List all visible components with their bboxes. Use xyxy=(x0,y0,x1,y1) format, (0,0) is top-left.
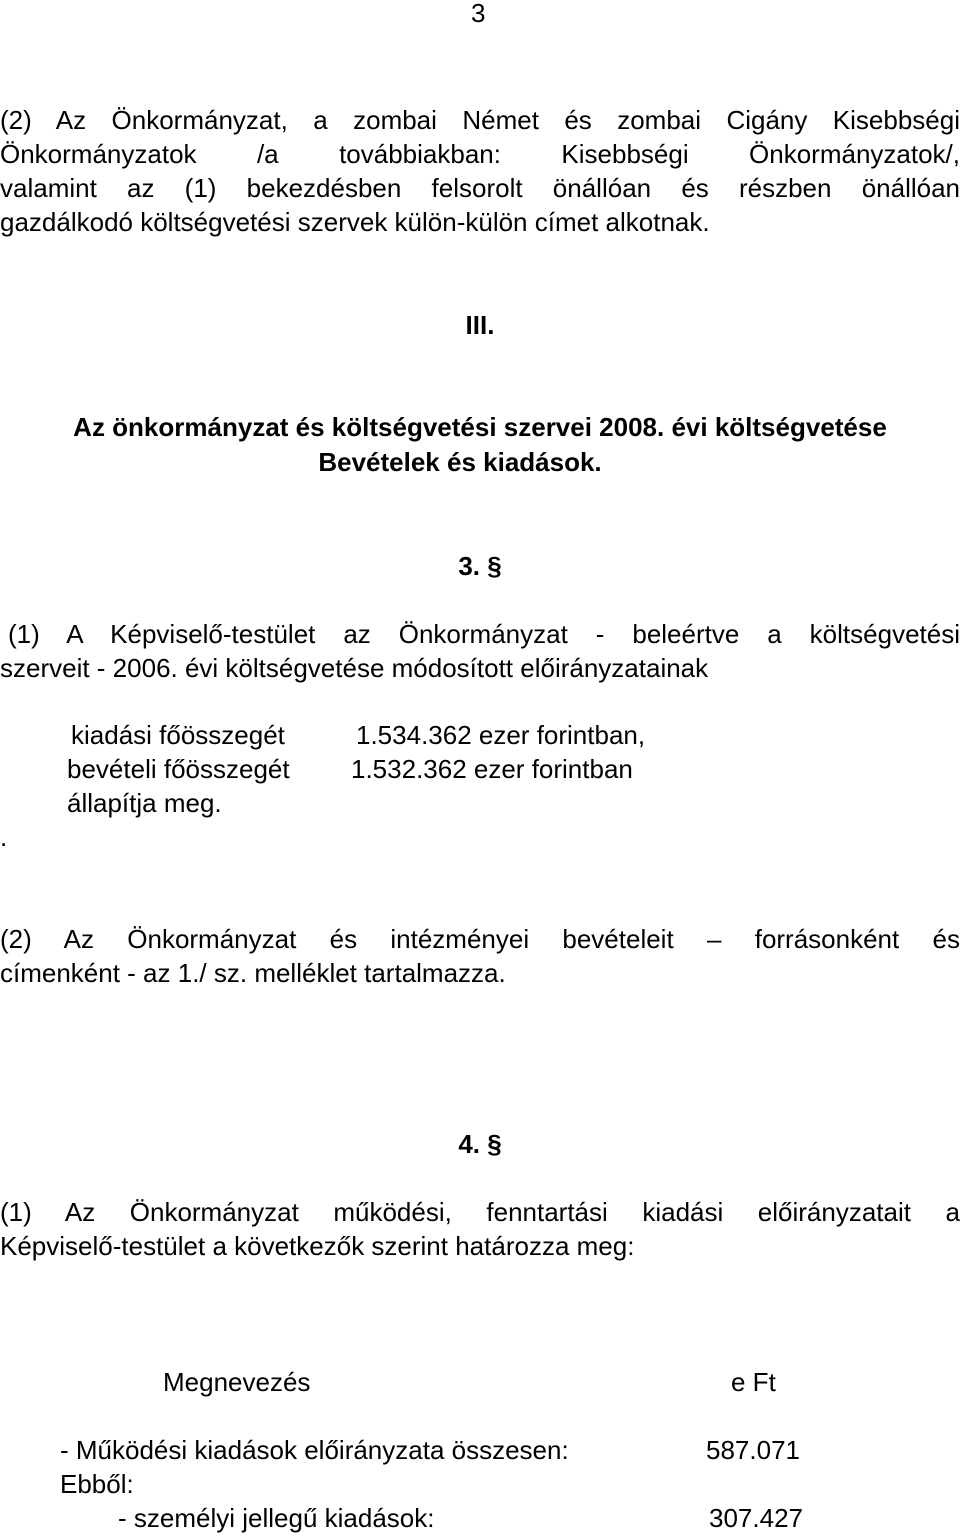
paragraph-line: (2) Az Önkormányzat és intézményei bevételeit – forrásonként és xyxy=(0,924,960,954)
section-heading: 4. § xyxy=(458,1129,502,1159)
chapter-subtitle: Bevételek és kiadások. xyxy=(318,447,602,477)
chapter-numeral: III. xyxy=(465,310,495,340)
paragraph-line: (1) A Képviselő-testület az Önkormányzat - beleértve a költségvetési xyxy=(8,619,960,649)
chapter-title: Az önkormányzat és költségvetési szervei 2008. évi költségvetése xyxy=(73,412,887,442)
item-value: 1.532.362 ezer forintban xyxy=(351,754,633,784)
paragraph-line: (1) Az Önkormányzat működési, fenntartási kiadási előirányzatait a xyxy=(0,1197,960,1227)
closing-text: állapítja meg. xyxy=(67,788,222,818)
paragraph-line: valamint az (1) bekezdésben felsorolt önállóan és részben önállóan xyxy=(0,173,960,203)
section-heading: 3. § xyxy=(458,551,502,581)
page-number: 3 xyxy=(471,0,486,28)
paragraph-line: Képviselő-testület a következők szerint határozza meg: xyxy=(0,1231,635,1261)
stray-dot: . xyxy=(0,822,8,852)
table-row-value: 307.427 xyxy=(709,1503,803,1533)
table-row-label: - Működési kiadások előirányzata összesen: xyxy=(60,1435,569,1465)
paragraph-line: Önkormányzatok /a továbbiakban: Kisebbségi Önkormányzatok/, xyxy=(0,139,960,169)
paragraph-line: (2) Az Önkormányzat, a zombai Német és zombai Cigány Kisebbségi xyxy=(0,105,960,135)
table-row-label: - személyi jellegű kiadások: xyxy=(118,1503,435,1533)
item-label: kiadási főösszegét xyxy=(71,720,285,750)
table-row-value: 587.071 xyxy=(706,1435,800,1465)
paragraph-line: gazdálkodó költségvetési szervek külön-külön címet alkotnak. xyxy=(0,207,710,237)
table-row-label: Ebből: xyxy=(60,1469,134,1499)
column-header-name: Megnevezés xyxy=(163,1367,311,1397)
column-header-value: e Ft xyxy=(731,1367,776,1397)
item-value: 1.534.362 ezer forintban, xyxy=(356,720,646,750)
paragraph-line: szerveit - 2006. évi költségvetése módosított előirányzatainak xyxy=(0,653,709,683)
item-label: bevételi főösszegét xyxy=(67,754,290,784)
paragraph-line: címenként - az 1./ sz. melléklet tartalmazza. xyxy=(0,958,506,988)
